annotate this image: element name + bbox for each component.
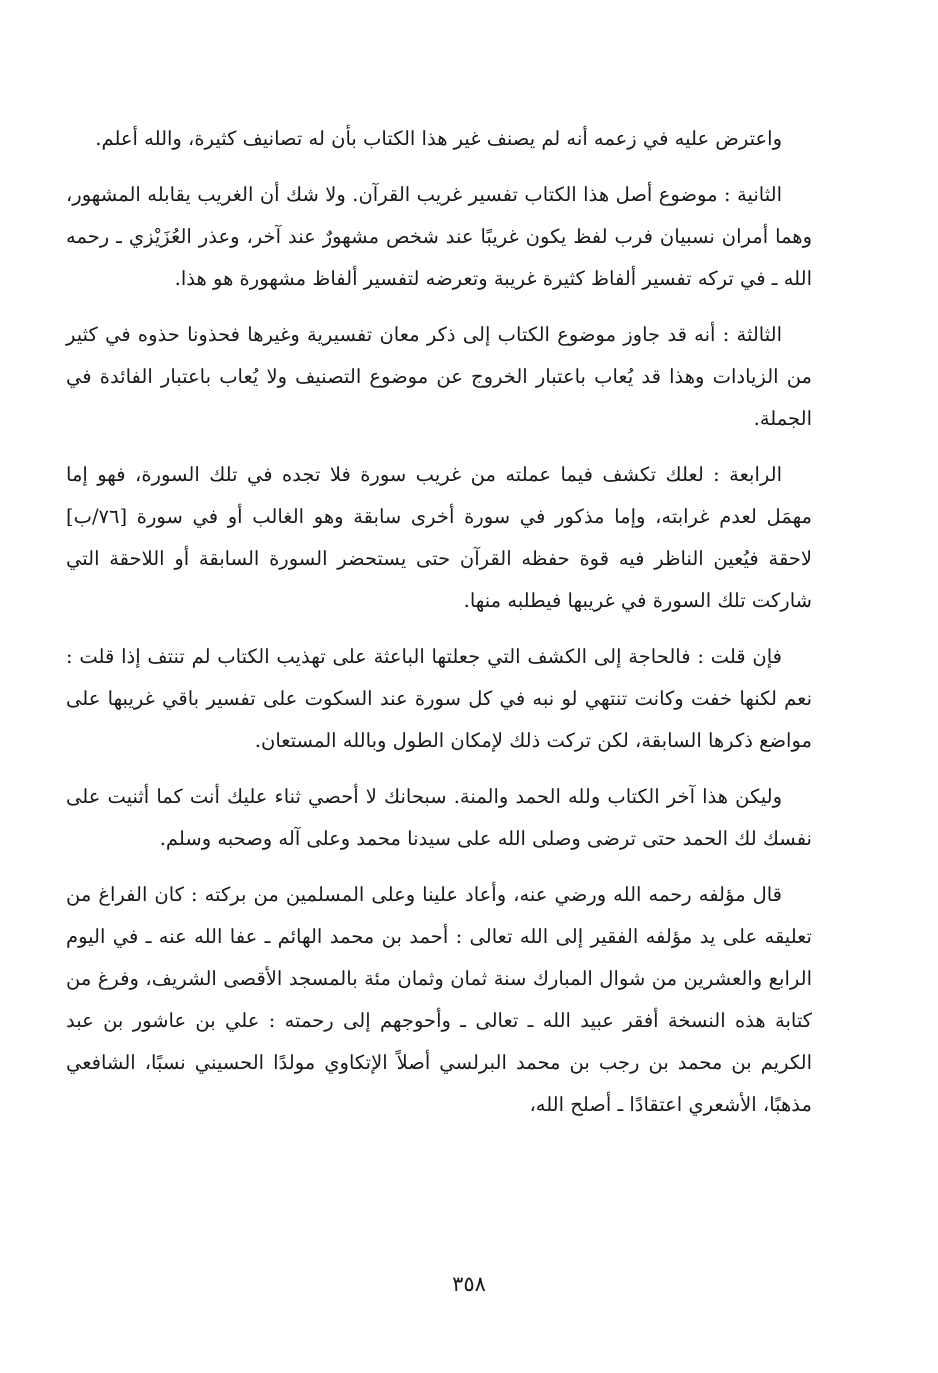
page-number: ٣٥٨	[452, 1272, 486, 1296]
paragraph-6: وليكن هذا آخر الكتاب ولله الحمد والمنة. سبحانك لا أحصي ثناء عليك أنت كما أثنيت على نفسك لك الحمد حتى ترضى وصلى الله على سيدنا محمد وعلى آله وصحبه وسلم.	[66, 785, 812, 850]
paragraph-5: فإن قلت : فالحاجة إلى الكشف التي جعلتها الباعثة على تهذيب الكتاب لم تنتف إذا قلت : نعم لكنها خفت وكانت تنتهي لو نبه في كل سورة عند السكوت على تفسير باقي غريبها على مواضع ذكرها السابقة، لكن تركت ذلك لإمكان الطول وبالله المستعان.	[66, 645, 812, 752]
body-text	[66, 118, 812, 1140]
paragraph-1: واعترض عليه في زعمه أنه لم يصنف غير هذا الكتاب بأن له تصانيف كثيرة، والله أعلم.	[95, 127, 782, 150]
paragraph-4: الرابعة : لعلك تكشف فيما عملته من غريب سورة فلا تجده في تلك السورة، فهو إما مهمَل لعدم غرابته، وإما مذكور في سورة أخرى سابقة وهو الغالب أو في سورة [٧٦/ب] لاحقة فيُعين الناظر فيه قوة حفظه القرآن حتى يستحضر السورة السابقة أو اللاحقة التي شاركت تلك السورة في غريبها فيطلبه منها.	[66, 463, 812, 612]
paragraph-3: الثالثة : أنه قد جاوز موضوع الكتاب إلى ذكر معان تفسيرية وغيرها فحذونا حذوه في كثير من الزيادات وهذا قد يُعاب باعتبار الخروج عن موضوع التصنيف ولا يُعاب باعتبار الفائدة في الجملة.	[66, 323, 812, 430]
paragraph-2: الثانية : موضوع أصل هذا الكتاب تفسير غريب القرآن. ولا شك أن الغريب يقابله المشهور، وهما أمران نسبيان فرب لفظ يكون غريبًا عند شخص مشهورٌ عند آخر، وعذر العُزَيْزي ـ رحمه الله ـ في تركه تفسير ألفاظ كثيرة غريبة وتعرضه لتفسير ألفاظ مشهورة هو هذا.	[66, 183, 812, 290]
paragraph-7: قال مؤلفه رحمه الله ورضي عنه، وأعاد علينا وعلى المسلمين من بركته : كان الفراغ من تعليقه على يد مؤلفه الفقير إلى الله تعالى : أحمد بن محمد الهائم ـ عفا الله عنه ـ في اليوم الرابع والعشرين من شوال المبارك سنة ثمان وثمان مئة بالمسجد الأقصى الشريف، وفرغ من كتابة هذه النسخة أفقر عبيد الله ـ تعالى ـ وأحوجهم إلى رحمته : علي بن عاشور بن عبد الكريم بن محمد بن رجب بن محمد البرلسي أصلاً الإتكاوي مولدًا الحسيني نسبًا، الشافعي مذهبًا، الأشعري اعتقادًا ـ أصلح الله،	[66, 883, 812, 1116]
